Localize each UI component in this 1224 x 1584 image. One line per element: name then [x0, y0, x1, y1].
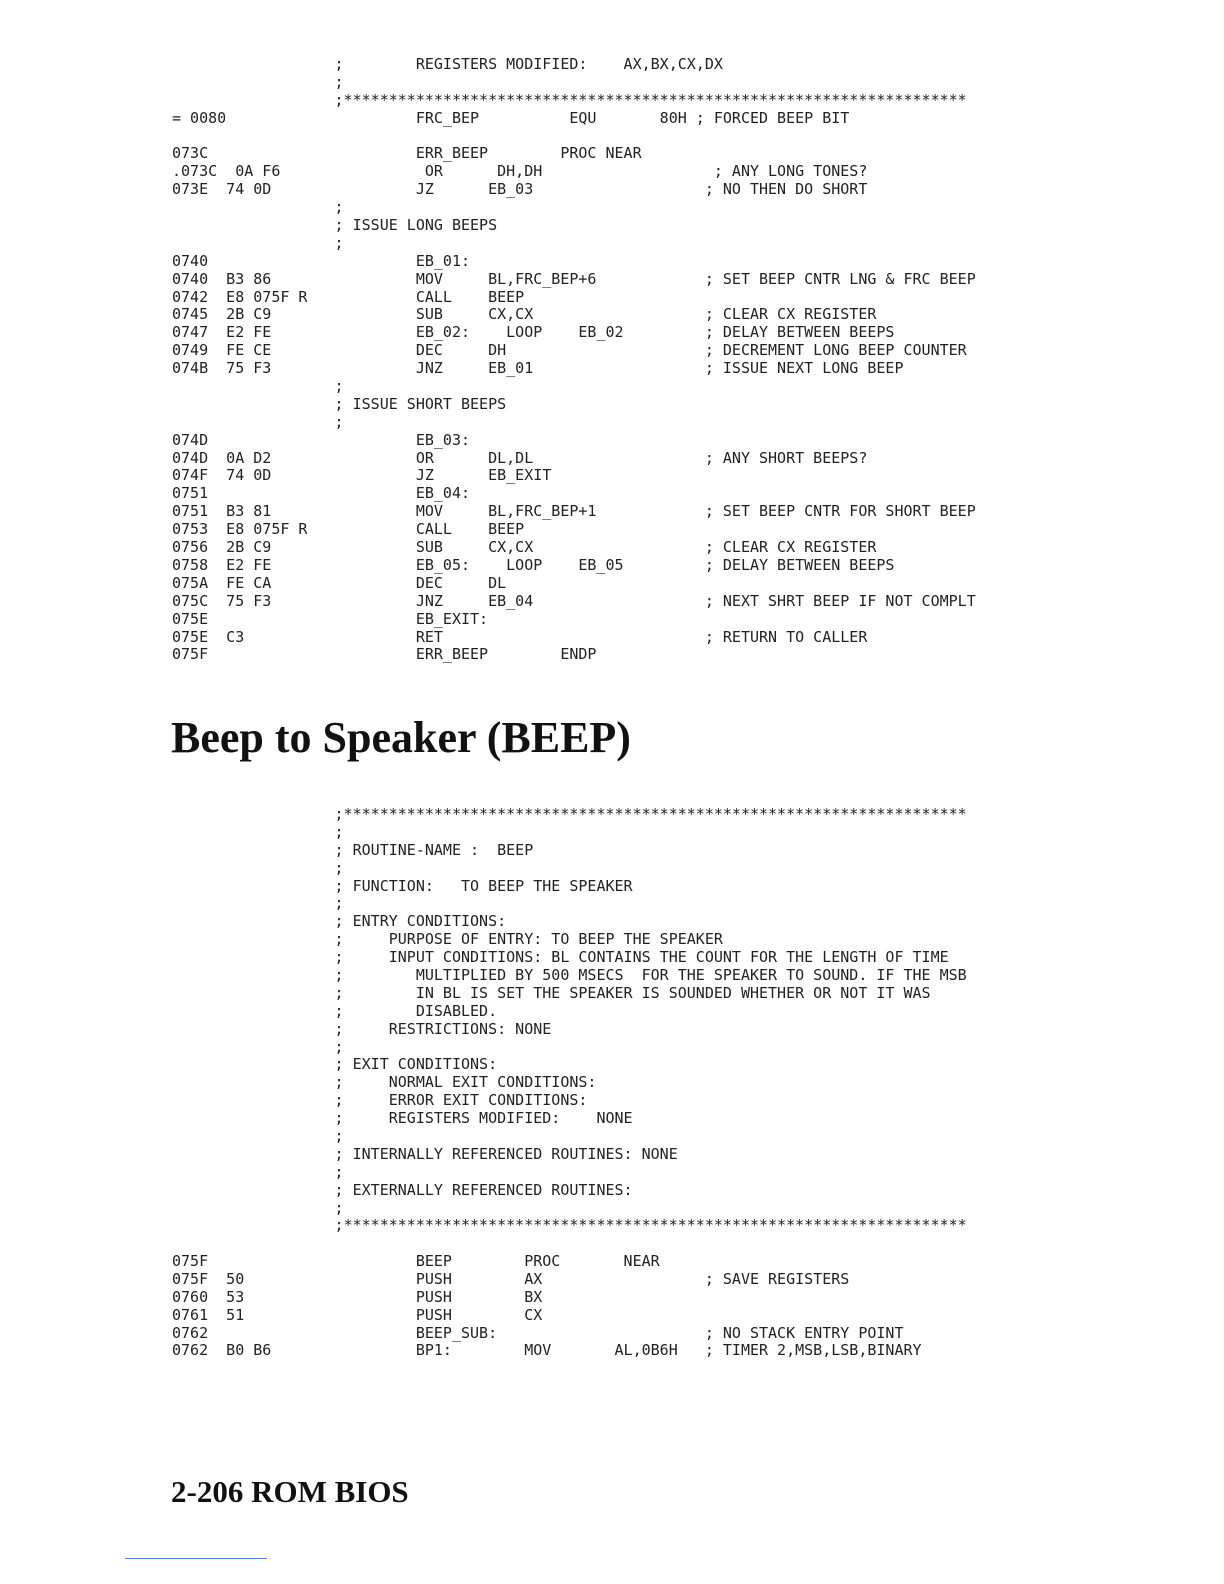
code-line: 0751 EB_04:	[172, 484, 471, 503]
code-line: ; ENTRY CONDITIONS:	[172, 912, 507, 931]
code-line: ;	[172, 1198, 344, 1217]
code-line: 075A FE CA DEC DL	[172, 573, 507, 592]
code-line: ; REGISTERS MODIFIED: NONE	[172, 1109, 633, 1128]
code-line: 075F BEEP PROC NEAR	[172, 1252, 660, 1270]
code-line: ;	[172, 233, 344, 252]
code-line: 073C ERR_BEEP PROC NEAR	[172, 144, 642, 163]
code-line: ; FUNCTION: TO BEEP THE SPEAKER	[172, 876, 633, 895]
code-line: 075E C3 RET ; RETURN TO CALLER	[172, 627, 868, 646]
listing-bottom	[172, 1253, 922, 1360]
code-line: 0740 B3 86 MOV BL,FRC_BEP+6 ; SET BEEP CNTR LNG & FRC BEEP	[172, 269, 976, 288]
code-line: = 0080 FRC_BEP EQU 80H ; FORCED BEEP BIT	[172, 108, 850, 127]
page-footer: 2-206 ROM BIOS	[171, 1474, 409, 1509]
code-line: 0742 E8 075F R CALL BEEP	[172, 287, 525, 306]
code-line: 075F ERR_BEEP ENDP	[172, 645, 597, 664]
code-line: 0762 B0 B6 BP1: MOV AL,0B6H ; TIMER 2,MSB,LSB,BINARY	[172, 1341, 922, 1360]
code-line: 075E EB_EXIT:	[172, 609, 489, 628]
code-line: ; ISSUE LONG BEEPS	[172, 216, 498, 235]
code-line: ; ERROR EXIT CONDITIONS:	[172, 1091, 588, 1110]
code-line: 0740 EB_01:	[172, 251, 471, 270]
code-line: 074D 0A D2 OR DL,DL ; ANY SHORT BEEPS?	[172, 448, 868, 467]
footer-rule	[125, 1558, 267, 1559]
code-line: ; PURPOSE OF ENTRY: TO BEEP THE SPEAKER	[172, 930, 723, 949]
code-line: ; INPUT CONDITIONS: BL CONTAINS THE COUNT FOR THE LENGTH OF TIME	[172, 948, 949, 967]
code-line: ;	[172, 894, 344, 913]
code-line: 0761 51 PUSH CX	[172, 1305, 543, 1324]
routine-header-comment	[172, 806, 967, 1235]
code-line: ;	[172, 1127, 344, 1146]
code-line: ;	[172, 1037, 344, 1056]
code-line: ; EXIT CONDITIONS:	[172, 1055, 498, 1074]
code-line: 0751 B3 81 MOV BL,FRC_BEP+1 ; SET BEEP CNTR FOR SHORT BEEP	[172, 502, 976, 521]
code-line: 074D EB_03:	[172, 430, 471, 449]
code-line: ;	[172, 412, 344, 431]
code-line: 0756 2B C9 SUB CX,CX ; CLEAR CX REGISTER	[172, 538, 877, 557]
code-line: 074F 74 0D JZ EB_EXIT	[172, 466, 552, 485]
code-line: ; REGISTERS MODIFIED: AX,BX,CX,DX	[172, 55, 723, 73]
code-line: 075F 50 PUSH AX ; SAVE REGISTERS	[172, 1269, 850, 1288]
code-line: 0758 E2 FE EB_05: LOOP EB_05 ; DELAY BETWEEN BEEPS	[172, 555, 895, 574]
code-line: ; EXTERNALLY REFERENCED ROUTINES:	[172, 1180, 633, 1199]
code-line: 0745 2B C9 SUB CX,CX ; CLEAR CX REGISTER	[172, 305, 877, 324]
code-line: 074B 75 F3 JNZ EB_01 ; ISSUE NEXT LONG BEEP	[172, 359, 904, 378]
code-line	[172, 128, 976, 146]
code-line: 0760 53 PUSH BX	[172, 1287, 543, 1306]
code-line: ; RESTRICTIONS: NONE	[172, 1019, 552, 1038]
code-line: 075C 75 F3 JNZ EB_04 ; NEXT SHRT BEEP IF NOT COMPLT	[172, 591, 976, 610]
code-line: ; INTERNALLY REFERENCED ROUTINES: NONE	[172, 1144, 678, 1163]
code-line: 073E 74 0D JZ EB_03 ; NO THEN DO SHORT	[172, 180, 868, 199]
code-line: ;	[172, 72, 344, 91]
code-line: 0749 FE CE DEC DH ; DECREMENT LONG BEEP COUNTER	[172, 341, 967, 360]
section-title: Beep to Speaker (BEEP)	[171, 713, 631, 762]
code-line: 0747 E2 FE EB_02: LOOP EB_02 ; DELAY BETWEEN BEEPS	[172, 323, 895, 342]
code-line: ; ISSUE SHORT BEEPS	[172, 394, 507, 413]
code-line: .073C 0A F6 OR DH,DH ; ANY LONG TONES?	[172, 162, 868, 181]
code-line: ;*********************************************************************	[172, 1216, 967, 1235]
code-line: ; NORMAL EXIT CONDITIONS:	[172, 1073, 597, 1092]
code-line: 0762 BEEP_SUB: ; NO STACK ENTRY POINT	[172, 1323, 904, 1342]
code-line: ; IN BL IS SET THE SPEAKER IS SOUNDED WHETHER OR NOT IT WAS	[172, 983, 931, 1002]
code-line: ;*********************************************************************	[172, 805, 967, 823]
code-line: ; MULTIPLIED BY 500 MSECS FOR THE SPEAKER TO SOUND. IF THE MSB	[172, 966, 967, 985]
code-line: ; ROUTINE-NAME : BEEP	[172, 840, 534, 859]
code-line: ; DISABLED.	[172, 1001, 498, 1020]
code-line: ;	[172, 377, 344, 396]
code-line: ;	[172, 822, 344, 841]
code-line: ;	[172, 858, 344, 877]
listing-top	[172, 56, 976, 664]
code-line: 0753 E8 075F R CALL BEEP	[172, 520, 525, 539]
code-line: ;*********************************************************************	[172, 90, 967, 109]
code-line: ;	[172, 198, 344, 217]
code-line: ;	[172, 1162, 344, 1181]
